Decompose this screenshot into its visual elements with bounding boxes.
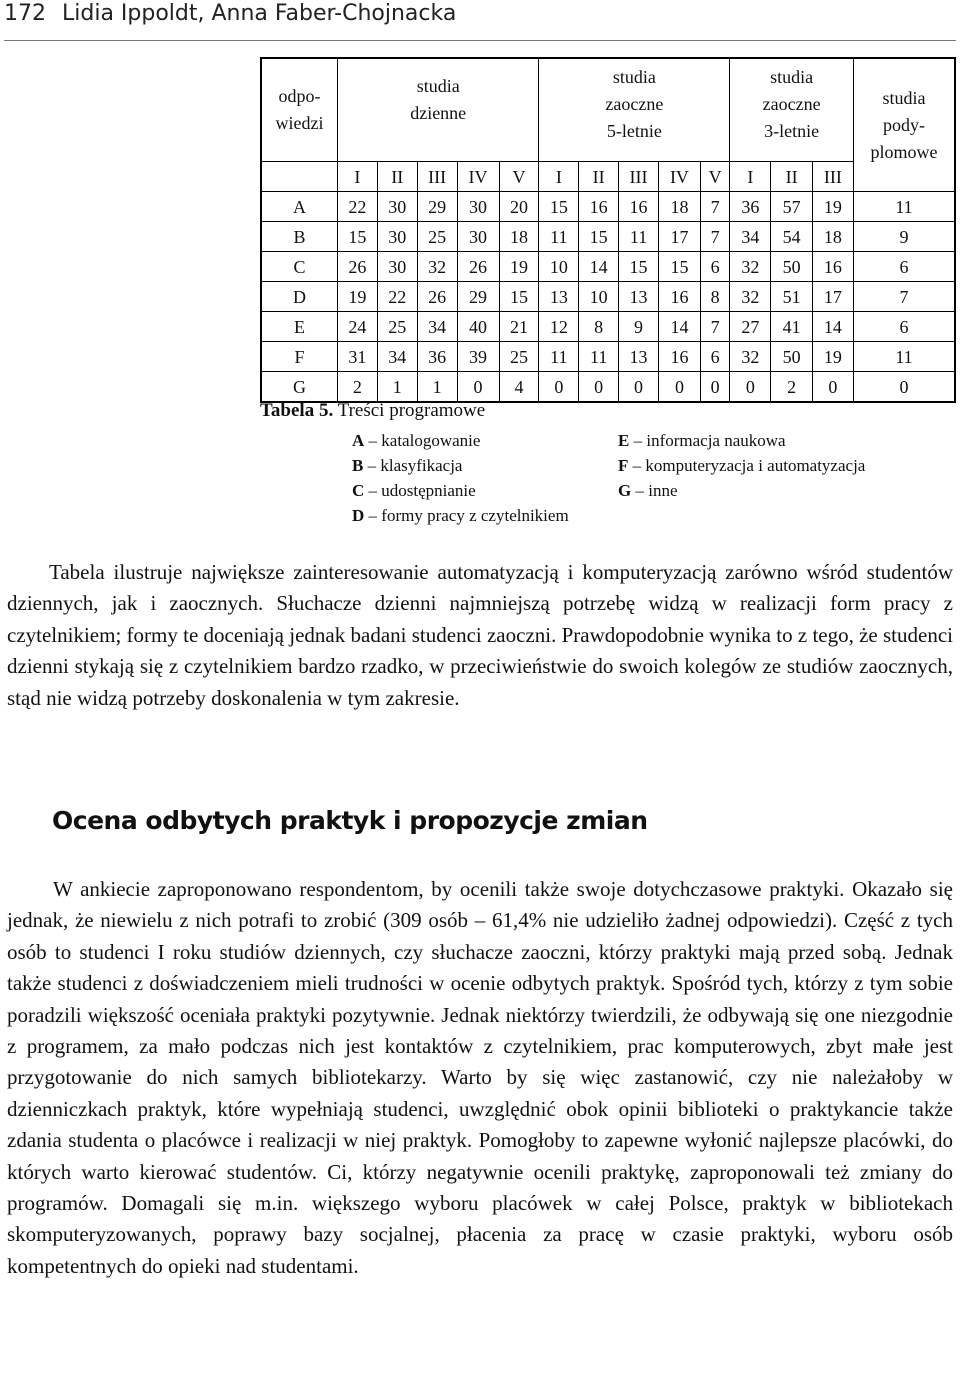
table-cell: 19 xyxy=(812,192,853,222)
legend-key: G xyxy=(618,481,632,500)
table-cell: 15 xyxy=(539,192,579,222)
table-cell: 24 xyxy=(338,312,378,342)
group-header-line: studia xyxy=(882,87,926,108)
table-body xyxy=(261,192,955,403)
year-header: IV xyxy=(457,162,499,192)
table-cell: 25 xyxy=(417,222,457,252)
table-cell: 16 xyxy=(658,282,700,312)
running-head-authors: Lidia Ippoldt, Anna Faber-Chojnacka xyxy=(62,1,457,26)
legend-item: B – klasyfikacja xyxy=(352,456,463,475)
table-row-label: D xyxy=(261,282,338,312)
legend-text: formy pracy z czytelnikiem xyxy=(381,506,569,525)
table-cell: 32 xyxy=(730,342,771,372)
table-cell: 15 xyxy=(499,282,539,312)
table-cell: 12 xyxy=(539,312,579,342)
legend-left xyxy=(352,428,569,528)
group-header-line: zaoczne xyxy=(605,94,664,114)
table-year-header-row xyxy=(261,162,955,192)
table-cell: 26 xyxy=(457,252,499,282)
legend-key: F xyxy=(618,456,629,475)
group-header-line: studia xyxy=(770,67,814,87)
table-cell: 10 xyxy=(539,252,579,282)
table-cell: 54 xyxy=(771,222,812,252)
table-cell: 50 xyxy=(771,252,812,282)
legend-text: komputeryzacja i automatyzacja xyxy=(645,456,866,475)
table-cell: 6 xyxy=(700,342,729,372)
table-cell: 4 xyxy=(499,372,539,403)
table-cell: 6 xyxy=(854,252,956,282)
group-header-podyplomowe xyxy=(854,58,956,192)
table-cell: 34 xyxy=(377,342,417,372)
table-row-label: A xyxy=(261,192,338,222)
table-cell: 18 xyxy=(812,222,853,252)
year-header-blank xyxy=(261,162,338,192)
table-cell: 25 xyxy=(377,312,417,342)
legend-item: G – inne xyxy=(618,481,678,500)
row-header-line-1: odpo- xyxy=(278,86,321,106)
table-cell: 57 xyxy=(771,192,812,222)
table-cell: 14 xyxy=(579,252,619,282)
table-cell: 50 xyxy=(771,342,812,372)
table-cell: 14 xyxy=(812,312,853,342)
table-row xyxy=(261,252,955,282)
year-header: V xyxy=(700,162,729,192)
table-cell: 7 xyxy=(700,312,729,342)
legend-text: klasyfikacja xyxy=(380,456,463,475)
table-cell: 15 xyxy=(579,222,619,252)
table-cell: 0 xyxy=(539,372,579,403)
table-cell: 15 xyxy=(619,252,659,282)
legend-item: A – katalogowanie xyxy=(352,431,481,450)
legend-item: D – formy pracy z czytelnikiem xyxy=(352,506,569,525)
table-cell: 2 xyxy=(338,372,378,403)
legend-key: E xyxy=(618,431,630,450)
table-cell: 30 xyxy=(457,222,499,252)
year-header: II xyxy=(377,162,417,192)
table-cell: 51 xyxy=(771,282,812,312)
table-cell: 0 xyxy=(658,372,700,403)
table-cell: 26 xyxy=(338,252,378,282)
table-row-header xyxy=(261,58,338,162)
table-row xyxy=(261,372,955,403)
group-header-zaoczne-5 xyxy=(539,58,730,162)
year-header: III xyxy=(812,162,853,192)
group-header-zaoczne-3 xyxy=(730,58,854,162)
legend-key: A xyxy=(352,431,365,450)
table-cell: 0 xyxy=(854,372,956,403)
legend-key: D xyxy=(352,506,365,525)
table-cell: 40 xyxy=(457,312,499,342)
table-cell: 7 xyxy=(700,192,729,222)
table-cell: 32 xyxy=(417,252,457,282)
table-cell: 6 xyxy=(854,312,956,342)
table-cell: 13 xyxy=(619,342,659,372)
table-cell: 21 xyxy=(499,312,539,342)
table-row xyxy=(261,192,955,222)
body-paragraph-1: Tabela ilustruje największe zainteresowanie automatyzacją i komputeryzacją zarówno wśród studentów dziennych, jak i zaocznych. Słuchacze dzienni najmniejszą potrzebę widzą w realizacji form pracy z czytelnikiem; formy te doceniają jednak badani studenci zaoczni. Prawdopodobnie wynika to z tego, że studenci dzienni stykają się z czytelnikiem bardzo rzadko, w przeciwieństwie do swoich kolegów ze studiów zaocznych, stąd nie widzą potrzeby doskonalenia w tym zakresie. xyxy=(7,560,953,710)
legend-item: F – komputeryzacja i automatyzacja xyxy=(618,456,866,475)
table-cell: 0 xyxy=(457,372,499,403)
responses-table xyxy=(260,57,956,403)
caption-title: Treści programowe xyxy=(337,400,486,421)
table-row xyxy=(261,312,955,342)
table-group-header-row xyxy=(261,58,955,162)
table-cell: 7 xyxy=(854,282,956,312)
table-cell: 34 xyxy=(730,222,771,252)
table-cell: 11 xyxy=(539,342,579,372)
caption-label: Tabela 5. xyxy=(260,400,334,421)
table-cell: 15 xyxy=(658,252,700,282)
group-header-dzienne xyxy=(338,58,539,162)
legend-text: udostępnianie xyxy=(381,481,476,500)
table-cell: 18 xyxy=(499,222,539,252)
table-cell: 0 xyxy=(619,372,659,403)
table-cell: 26 xyxy=(417,282,457,312)
table-cell: 11 xyxy=(854,342,956,372)
table-cell: 16 xyxy=(579,192,619,222)
table-cell: 7 xyxy=(700,222,729,252)
table-cell: 0 xyxy=(579,372,619,403)
year-header: I xyxy=(539,162,579,192)
table-cell: 9 xyxy=(854,222,956,252)
table-cell: 17 xyxy=(658,222,700,252)
body-paragraph-2: W ankiecie zaproponowano respondentom, by ocenili także swoje dotychczasowe praktyki. Okazało się jednak, że niewielu z nich potrafi to zrobić (309 osób – 61,4% nie udzieliło żadnej odpowiedzi). Część z tych osób to studenci I roku studiów dziennych, czy słuchacze zaoczni, którzy praktyki mają przed sobą. Jednak także studenci z doświadczeniem mieli trudności w ocenie odbytych praktyk. Spośród tych, którzy z tym sobie poradzili większość oceniała praktyki pozytywnie. Jednak niektórzy twierdzili, że odbywają się one niezgodnie z programem, za mało podczas nich jest kontaktów z czytelnikiem, prac komputerowych, zbyt małe jest przygotowanie do nich samych bibliotekarzy. Warto by się więc zastanowić, czy nie należałoby w dzienniczkach praktyk, które wypełniają studenci, uwzględnić obok opinii biblioteki o praktykancie także zdania studenta o placówce i realizacji w niej praktyk. Pomogłoby to zapewne wyłonić najlepsze placówki, do których warto kierować studentów. Ci, którzy negatywnie ocenili praktykę, zaproponowali też zmiany do programów. Domagali się m.in. większego wyboru placówek w całej Polsce, praktyk w bibliotekach skomputeryzowanych, poprawy bazy socjalnej, płacenia za pracę w czasie praktyki, wyboru osób kompetentnych do opieki nad studentami. xyxy=(7,877,953,1278)
table-cell: 27 xyxy=(730,312,771,342)
year-header: I xyxy=(730,162,771,192)
group-header-line: 5-letnie xyxy=(606,121,662,141)
table-row-label: F xyxy=(261,342,338,372)
year-header: III xyxy=(619,162,659,192)
table-cell: 31 xyxy=(338,342,378,372)
table-cell: 14 xyxy=(658,312,700,342)
table-cell: 39 xyxy=(457,342,499,372)
table-cell: 32 xyxy=(730,252,771,282)
table-cell: 11 xyxy=(539,222,579,252)
table-cell: 8 xyxy=(579,312,619,342)
table-cell: 41 xyxy=(771,312,812,342)
group-header-line: studia xyxy=(416,76,460,96)
row-header-line-2: wiedzi xyxy=(275,113,324,133)
table-cell: 19 xyxy=(812,342,853,372)
table-cell: 16 xyxy=(812,252,853,282)
table-cell: 36 xyxy=(417,342,457,372)
legend-key: C xyxy=(352,481,365,500)
table-cell: 0 xyxy=(730,372,771,403)
legend-text: inne xyxy=(648,481,678,500)
legend-text: katalogowanie xyxy=(381,431,481,450)
table-cell: 8 xyxy=(700,282,729,312)
year-header: II xyxy=(579,162,619,192)
table-cell: 30 xyxy=(457,192,499,222)
table-cell: 16 xyxy=(658,342,700,372)
group-header-line: studia xyxy=(612,67,656,87)
table-cell: 6 xyxy=(700,252,729,282)
legend-item: C – udostępnianie xyxy=(352,481,476,500)
table-cell: 30 xyxy=(377,222,417,252)
table-cell: 20 xyxy=(499,192,539,222)
table-cell: 22 xyxy=(377,282,417,312)
table-cell: 34 xyxy=(417,312,457,342)
table-cell: 9 xyxy=(619,312,659,342)
table-cell: 32 xyxy=(730,282,771,312)
table-cell: 16 xyxy=(619,192,659,222)
table-cell: 1 xyxy=(417,372,457,403)
year-header: III xyxy=(417,162,457,192)
table-cell: 11 xyxy=(619,222,659,252)
table-cell: 29 xyxy=(457,282,499,312)
table-row-label: B xyxy=(261,222,338,252)
table-cell: 25 xyxy=(499,342,539,372)
table-cell: 10 xyxy=(579,282,619,312)
legend-key: B xyxy=(352,456,364,475)
table-cell: 2 xyxy=(771,372,812,403)
table-cell: 22 xyxy=(338,192,378,222)
table-cell: 0 xyxy=(700,372,729,403)
table-cell: 30 xyxy=(377,192,417,222)
table-row-label: G xyxy=(261,372,338,403)
running-head xyxy=(4,0,956,41)
table-cell: 11 xyxy=(854,192,956,222)
group-header-line: 3-letnie xyxy=(764,121,820,141)
year-header: V xyxy=(499,162,539,192)
table-row-label: C xyxy=(261,252,338,282)
caption-title-line xyxy=(260,400,485,422)
table-cell: 18 xyxy=(658,192,700,222)
group-header-line: dzienne xyxy=(410,103,467,123)
table-cell: 13 xyxy=(539,282,579,312)
table-cell: 19 xyxy=(499,252,539,282)
table-row xyxy=(261,222,955,252)
year-header: II xyxy=(771,162,812,192)
group-header-line: zaoczne xyxy=(762,94,821,114)
table-row-label: E xyxy=(261,312,338,342)
table-cell: 19 xyxy=(338,282,378,312)
table-cell: 15 xyxy=(338,222,378,252)
year-header: I xyxy=(338,162,378,192)
table-cell: 0 xyxy=(812,372,853,403)
legend-item: E – informacja naukowa xyxy=(618,431,786,450)
page-number: 172 xyxy=(4,1,46,26)
year-header: IV xyxy=(658,162,700,192)
table-cell: 36 xyxy=(730,192,771,222)
table-cell: 1 xyxy=(377,372,417,403)
group-header-line: plomowe xyxy=(870,141,938,162)
legend-text: informacja naukowa xyxy=(646,431,786,450)
table-row xyxy=(261,282,955,312)
legend-right xyxy=(618,428,865,503)
table-cell: 11 xyxy=(579,342,619,372)
section-heading: Ocena odbytych praktyk i propozycje zmian xyxy=(52,806,648,835)
table-cell: 30 xyxy=(377,252,417,282)
table-cell: 13 xyxy=(619,282,659,312)
table-cell: 29 xyxy=(417,192,457,222)
table-cell: 17 xyxy=(812,282,853,312)
group-header-line: pody- xyxy=(883,114,925,135)
table-row xyxy=(261,342,955,372)
